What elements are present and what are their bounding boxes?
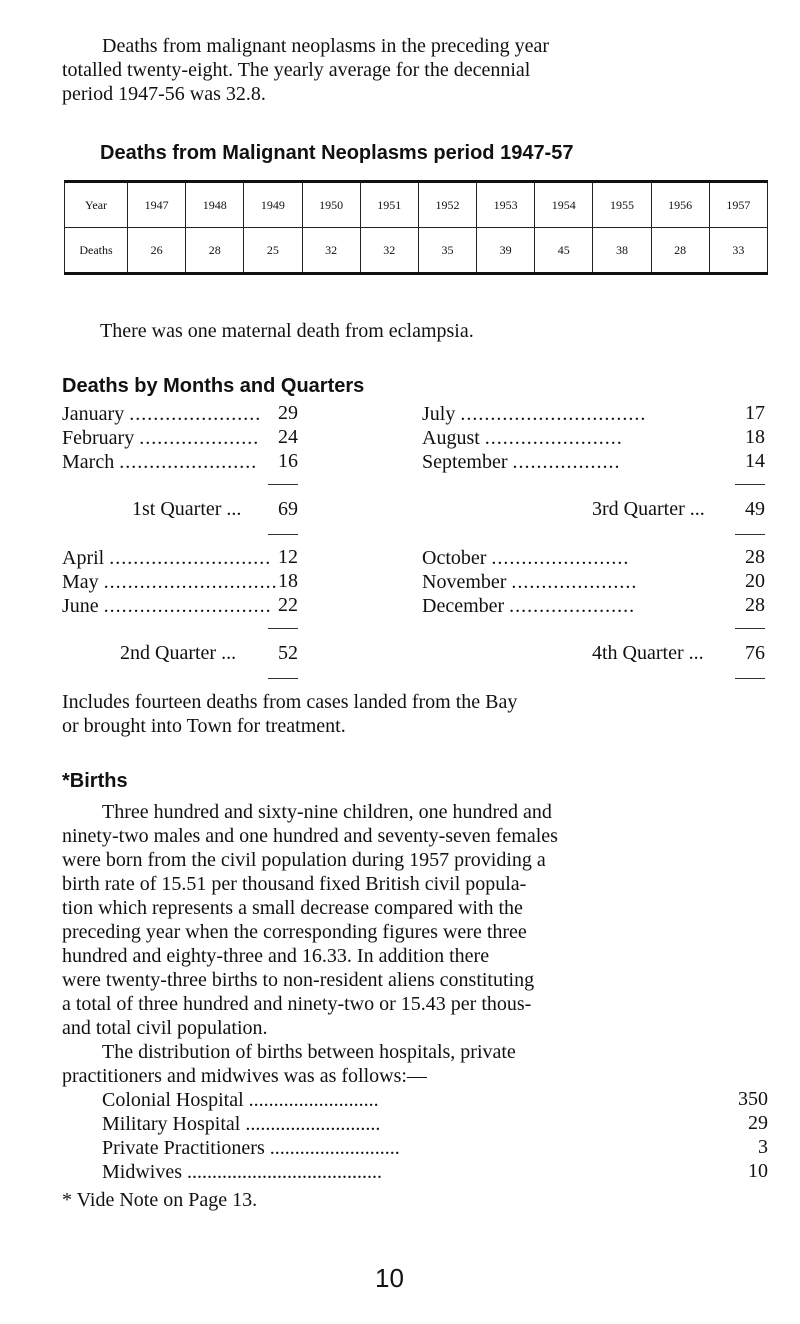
month-label: May ............................. bbox=[62, 571, 278, 593]
distribution-value: 350 bbox=[738, 1088, 768, 1110]
year-cell: 1954 bbox=[535, 182, 593, 228]
month-value: 29 bbox=[278, 402, 298, 424]
births-line: and total civil population. bbox=[62, 1017, 268, 1039]
month-label: December ..................... bbox=[422, 595, 636, 617]
month-label: March ....................... bbox=[62, 451, 258, 473]
deaths-cell: 28 bbox=[186, 228, 244, 274]
maternal-note: There was one maternal death from eclampsia. bbox=[100, 320, 474, 342]
distribution-value: 10 bbox=[748, 1160, 768, 1182]
births-line: tion which represents a small decrease compared with the bbox=[62, 897, 523, 919]
month-label: July ............................... bbox=[422, 403, 647, 425]
sum-rule bbox=[735, 628, 765, 629]
births-line: preceding year when the corresponding figures were three bbox=[62, 921, 527, 943]
births-paragraph bbox=[62, 800, 762, 1040]
distribution-value: 29 bbox=[748, 1112, 768, 1134]
row-header: Deaths bbox=[65, 228, 128, 274]
sum-rule bbox=[735, 484, 765, 485]
distribution-value: 3 bbox=[758, 1136, 768, 1158]
year-cell: 1949 bbox=[244, 182, 302, 228]
year-cell: 1951 bbox=[360, 182, 418, 228]
year-cell: 1956 bbox=[651, 182, 709, 228]
distribution-item: Private Practitioners .......................... bbox=[102, 1137, 400, 1159]
months-heading: Deaths by Months and Quarters bbox=[62, 375, 365, 397]
births-line: hundred and eighty-three and 16.33. In addition there bbox=[62, 945, 490, 967]
year-cell: 1950 bbox=[302, 182, 360, 228]
distribution-paragraph bbox=[62, 1040, 762, 1088]
month-label: April ........................... bbox=[62, 547, 272, 569]
year-row bbox=[65, 182, 768, 228]
distribution-item: Military Hospital ........................... bbox=[102, 1113, 381, 1135]
includes-note bbox=[62, 690, 762, 738]
month-value: 28 bbox=[745, 546, 765, 568]
sum-rule bbox=[268, 678, 298, 679]
month-label: September .................. bbox=[422, 451, 621, 473]
month-label: June ............................ bbox=[62, 595, 272, 617]
year-cell: 1957 bbox=[709, 182, 767, 228]
year-cell: 1953 bbox=[477, 182, 535, 228]
month-value: 18 bbox=[278, 570, 298, 592]
sum-rule bbox=[268, 484, 298, 485]
distribution-line: The distribution of births between hospitals, private bbox=[102, 1041, 516, 1063]
month-value: 14 bbox=[745, 450, 765, 472]
deaths-cell: 32 bbox=[360, 228, 418, 274]
births-line: were born from the civil population during 1957 providing a bbox=[62, 849, 546, 871]
year-cell: 1955 bbox=[593, 182, 651, 228]
month-label: February .................... bbox=[62, 427, 260, 449]
deaths-by-year-table bbox=[64, 180, 768, 275]
intro-paragraph bbox=[62, 34, 762, 106]
births-line: Three hundred and sixty-nine children, one hundred and bbox=[102, 801, 552, 823]
month-value: 16 bbox=[278, 450, 298, 472]
quarter-label: 4th Quarter ... bbox=[592, 642, 704, 664]
births-line: birth rate of 15.51 per thousand fixed British civil popula- bbox=[62, 873, 527, 895]
note-line: Includes fourteen deaths from cases landed from the Bay bbox=[62, 691, 518, 713]
intro-line: totalled twenty-eight. The yearly average for the decennial bbox=[62, 59, 531, 81]
sum-rule bbox=[735, 534, 765, 535]
year-cell: 1948 bbox=[186, 182, 244, 228]
footnote: * Vide Note on Page 13. bbox=[62, 1189, 258, 1211]
sum-rule bbox=[268, 534, 298, 535]
quarter-label: 1st Quarter ... bbox=[132, 498, 242, 520]
births-line: ninety-two males and one hundred and seventy-seven females bbox=[62, 825, 558, 847]
month-label: October ....................... bbox=[422, 547, 630, 569]
month-label: November ..................... bbox=[422, 571, 638, 593]
quarter-value: 49 bbox=[745, 498, 765, 520]
distribution-line: practitioners and midwives was as follows:— bbox=[62, 1065, 427, 1087]
births-line: a total of three hundred and ninety-two or 15.43 per thous- bbox=[62, 993, 532, 1015]
deaths-cell: 28 bbox=[651, 228, 709, 274]
page-number: 10 bbox=[375, 1263, 404, 1293]
month-value: 24 bbox=[278, 426, 298, 448]
deaths-cell: 39 bbox=[477, 228, 535, 274]
month-value: 28 bbox=[745, 594, 765, 616]
quarter-value: 76 bbox=[745, 642, 765, 664]
deaths-cell: 26 bbox=[128, 228, 186, 274]
quarter-value: 52 bbox=[278, 642, 298, 664]
intro-line: Deaths from malignant neoplasms in the preceding year bbox=[102, 35, 550, 57]
month-value: 17 bbox=[745, 402, 765, 424]
deaths-cell: 45 bbox=[535, 228, 593, 274]
sum-rule bbox=[268, 628, 298, 629]
quarter-label: 2nd Quarter ... bbox=[120, 642, 237, 664]
row-header: Year bbox=[65, 182, 128, 228]
month-label: August ....................... bbox=[422, 427, 623, 449]
births-line: were twenty-three births to non-resident aliens constituting bbox=[62, 969, 535, 991]
deaths-row bbox=[65, 228, 768, 274]
note-line: or brought into Town for treatment. bbox=[62, 715, 346, 737]
month-value: 12 bbox=[278, 546, 298, 568]
month-value: 20 bbox=[745, 570, 765, 592]
intro-line: period 1947-56 was 32.8. bbox=[62, 83, 266, 105]
distribution-item: Colonial Hospital .......................... bbox=[102, 1089, 379, 1111]
deaths-cell: 32 bbox=[302, 228, 360, 274]
table-heading: Deaths from Malignant Neoplasms period 1947-57 bbox=[100, 142, 574, 164]
quarter-label: 3rd Quarter ... bbox=[592, 498, 705, 520]
deaths-cell: 25 bbox=[244, 228, 302, 274]
deaths-cell: 35 bbox=[418, 228, 476, 274]
births-heading: *Births bbox=[62, 770, 128, 792]
month-label: January ...................... bbox=[62, 403, 262, 425]
quarter-value: 69 bbox=[278, 498, 298, 520]
month-value: 18 bbox=[745, 426, 765, 448]
distribution-item: Midwives ....................................... bbox=[102, 1161, 382, 1183]
year-cell: 1952 bbox=[418, 182, 476, 228]
sum-rule bbox=[735, 678, 765, 679]
month-value: 22 bbox=[278, 594, 298, 616]
deaths-cell: 33 bbox=[709, 228, 767, 274]
deaths-cell: 38 bbox=[593, 228, 651, 274]
year-cell: 1947 bbox=[128, 182, 186, 228]
